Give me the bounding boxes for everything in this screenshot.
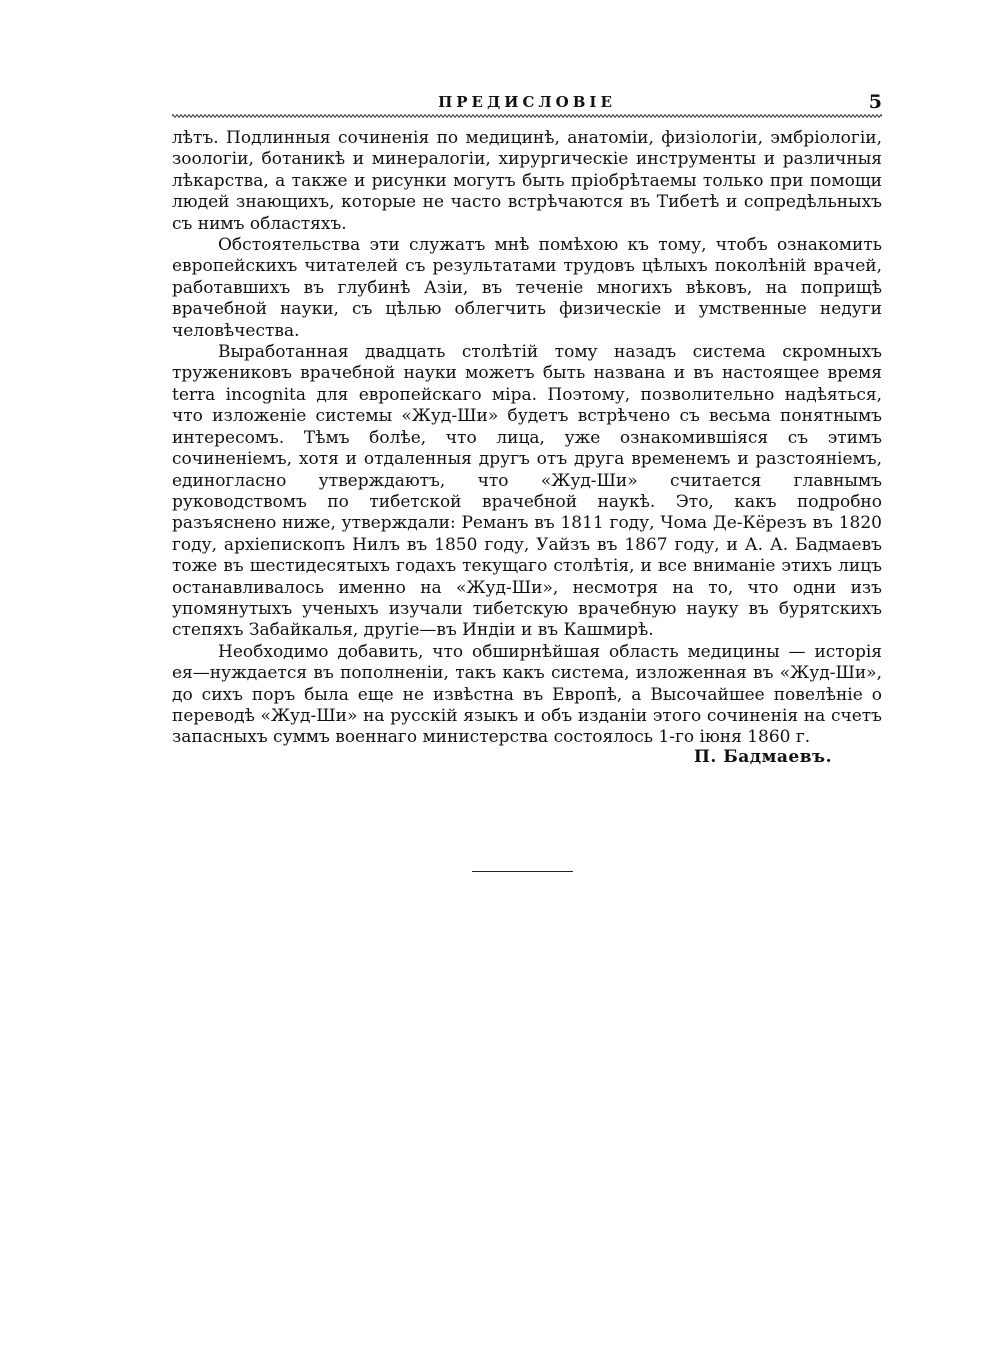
paragraph: Обстоятельства эти служатъ мнѣ помѣхою къ тому, чтобъ ознакомить европейскихъ читателей съ результатами трудовъ цѣлыхъ поколѣній врачей, работавшихъ въ глубинѣ Азіи, въ теченіе многихъ вѣковъ, на поприщѣ врачебной науки, съ цѣлью облегчить физическіе и умственные недуги человѣчества. bbox=[172, 235, 882, 341]
paragraph: лѣтъ. Подлинныя сочиненія по медицинѣ, анатоміи, физіологіи, эмбріологіи, зоологіи, ботаникѣ и минералогіи, хирургическіе инструменты и различныя лѣкарства, а также и рисунки могутъ быть пріобрѣтаемы только при помощи людей знающихъ, которые не часто встрѣчаются въ Тибетѣ и сопредѣльныхъ съ нимъ областяхъ. bbox=[172, 128, 882, 234]
page-number: 5 bbox=[868, 91, 882, 113]
paragraph: Выработанная двадцать столѣтій тому назадъ система скромныхъ тружениковъ врачебной науки можетъ быть названа и въ настоящее время terra incognita для европейскаго міра. Поэтому, позволительно надѣяться, что изложеніе системы «Жуд-Ши» будетъ встрѣчено съ весьма понятнымъ интересомъ. Тѣмъ болѣе, что лица, уже ознакомившіяся съ этимъ сочиненіемъ, хотя и отдаленныя другъ отъ друга временемъ и разстояніемъ, единогласно утверждаютъ, что «Жуд-Ши» считается главнымъ руководствомъ по тибетской врачебной наукѣ. Это, какъ подробно разъяснено ниже, утверждали: Реманъ въ 1811 году, Чома Де-Кёрезъ въ 1820 году, архіепископъ Нилъ въ 1850 году, Уайзъ въ 1867 году, и А. А. Бадмаевъ тоже въ шестидесятыхъ годахъ текущаго столѣтія, и все вниманіе этихъ лицъ останавливалось именно на «Жуд-Ши», несмотря на то, что одни изъ упомянутыхъ ученыхъ изучали тибетскую врачебную науку въ бурятскихъ степяхъ Забайкалья, другіе—въ Индіи и въ Кашмирѣ. bbox=[172, 342, 882, 641]
end-divider bbox=[472, 871, 573, 872]
running-head bbox=[172, 93, 882, 115]
wavy-header-rule bbox=[172, 113, 882, 119]
paragraph: Необходимо добавить, что обширнѣйшая область медицины — исторія ея—нуждается въ пополненіи, такъ какъ система, изложенная въ «Жуд-Ши», до сихъ поръ была еще не извѣстна въ Европѣ, а Высочайшее повелѣніе о переводѣ «Жуд-Ши» на русскій языкъ и объ изданіи этого сочиненія на счетъ запасныхъ суммъ военнаго министерства состоялось 1-го іюня 1860 г. bbox=[172, 641, 882, 748]
preface-body bbox=[172, 128, 882, 749]
running-head-title: ПРЕДИСЛОВІЕ bbox=[438, 93, 616, 111]
author-signature: П. Бадмаевъ. bbox=[693, 747, 832, 767]
